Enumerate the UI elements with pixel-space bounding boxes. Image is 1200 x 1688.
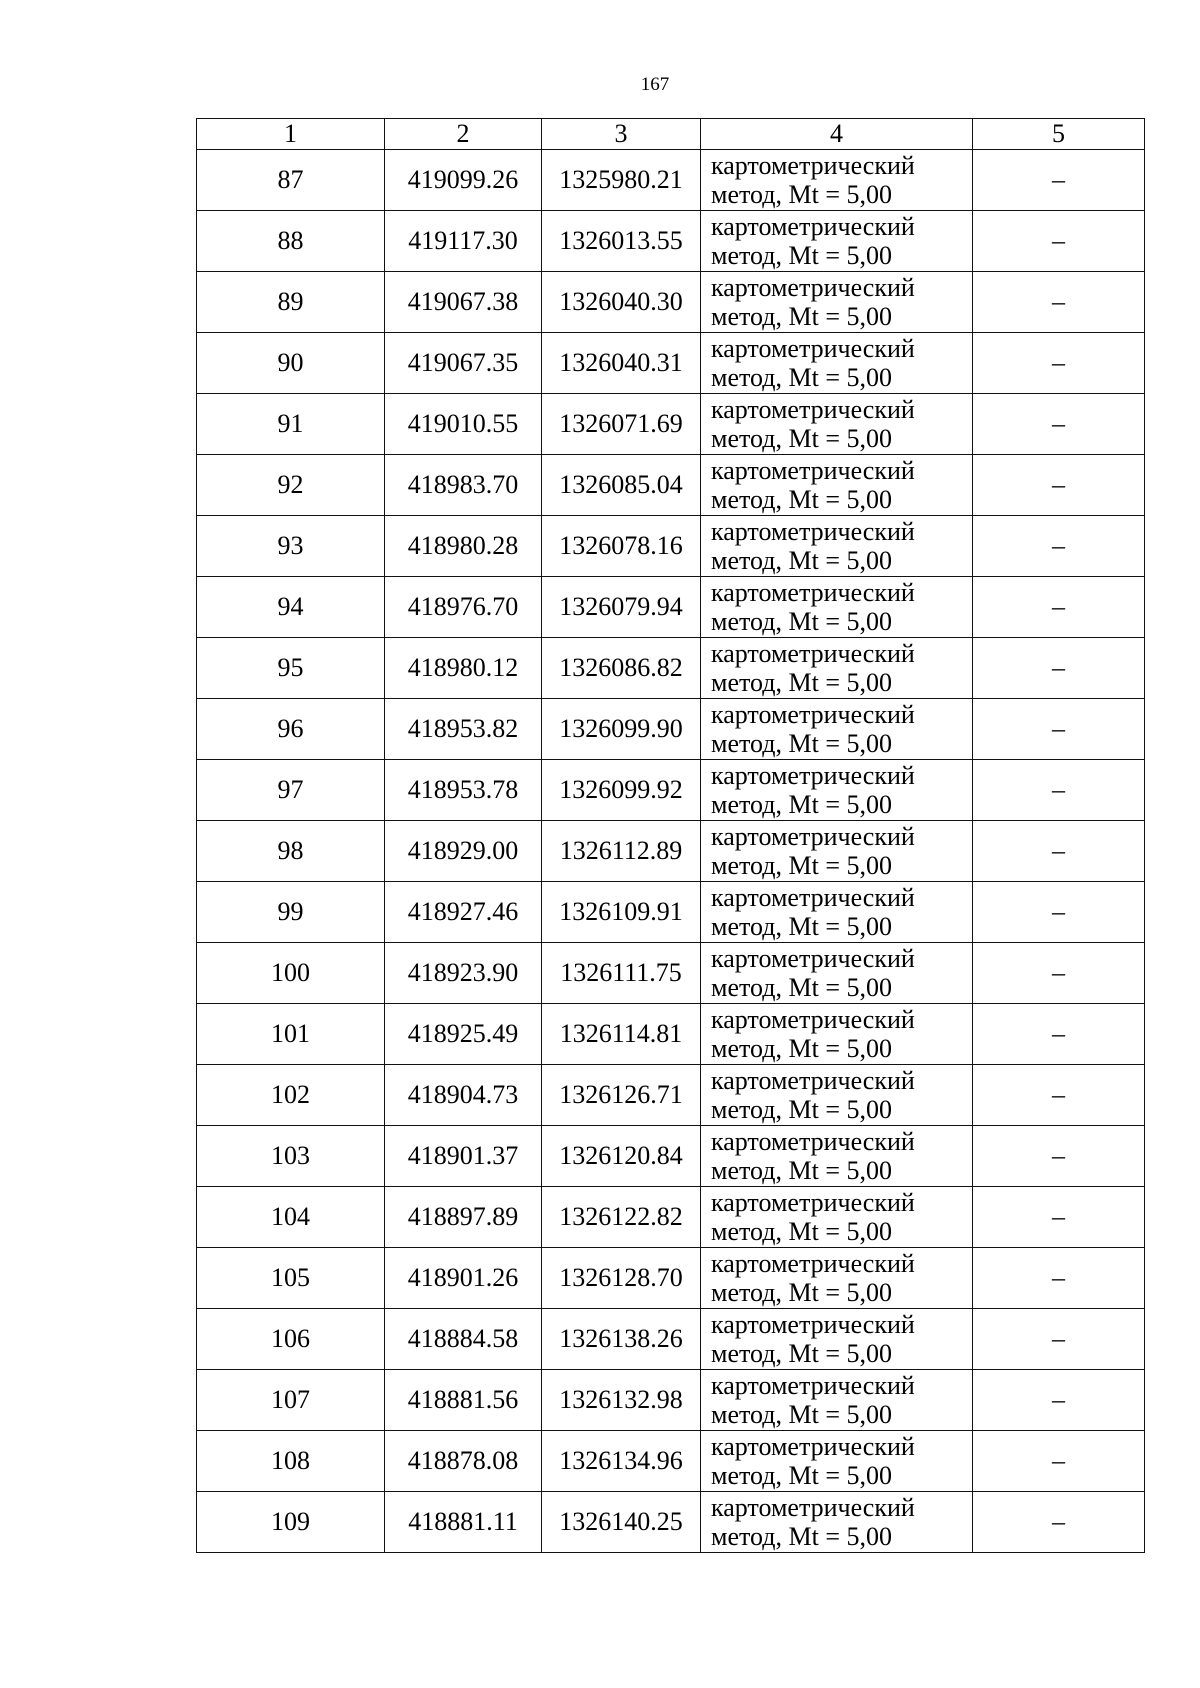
method-line-1: картометрический [711, 1066, 915, 1095]
point-number-cell: 102 [197, 1065, 385, 1126]
point-number-cell: 108 [197, 1431, 385, 1492]
note-cell: – [973, 150, 1145, 211]
x-coordinate-cell: 418881.11 [385, 1492, 542, 1553]
method-line-1: картометрический [711, 822, 915, 851]
method-line-2: метод, Mt = 5,00 [711, 180, 892, 209]
method-cell [701, 394, 973, 455]
table-row [197, 455, 1145, 516]
table-row [197, 1431, 1145, 1492]
note-cell: – [973, 699, 1145, 760]
x-coordinate-cell: 418923.90 [385, 943, 542, 1004]
table-body [197, 150, 1145, 1553]
method-line-1: картометрический [711, 1310, 915, 1339]
method-line-1: картометрический [711, 1371, 915, 1400]
method-line-1: картометрический [711, 1127, 915, 1156]
method-cell [701, 638, 973, 699]
x-coordinate-cell: 418878.08 [385, 1431, 542, 1492]
note-cell: – [973, 943, 1145, 1004]
note-cell: – [973, 333, 1145, 394]
method-cell [701, 1309, 973, 1370]
method-line-2: метод, Mt = 5,00 [711, 1156, 892, 1185]
table-row [197, 333, 1145, 394]
note-cell: – [973, 1187, 1145, 1248]
note-cell: – [973, 760, 1145, 821]
method-line-2: метод, Mt = 5,00 [711, 1278, 892, 1307]
note-cell: – [973, 455, 1145, 516]
method-cell [701, 1370, 973, 1431]
method-line-1: картометрический [711, 1188, 915, 1217]
note-cell: – [973, 882, 1145, 943]
note-cell: – [973, 272, 1145, 333]
method-line-1: картометрический [711, 1432, 915, 1461]
table-row [197, 211, 1145, 272]
point-number-cell: 96 [197, 699, 385, 760]
y-coordinate-cell: 1326099.92 [542, 760, 701, 821]
x-coordinate-cell: 419067.35 [385, 333, 542, 394]
y-coordinate-cell: 1326109.91 [542, 882, 701, 943]
point-number-cell: 91 [197, 394, 385, 455]
method-line-2: метод, Mt = 5,00 [711, 1400, 892, 1429]
note-cell: – [973, 1248, 1145, 1309]
table-row [197, 1065, 1145, 1126]
method-line-1: картометрический [711, 1249, 915, 1278]
method-cell [701, 516, 973, 577]
y-coordinate-cell: 1326071.69 [542, 394, 701, 455]
point-number-cell: 89 [197, 272, 385, 333]
method-line-1: картометрический [711, 1005, 915, 1034]
coordinates-table [196, 118, 1145, 1553]
method-line-1: картометрический [711, 883, 915, 912]
table-row [197, 1492, 1145, 1553]
method-cell [701, 455, 973, 516]
table-row [197, 760, 1145, 821]
table-header [197, 119, 1145, 150]
y-coordinate-cell: 1326132.98 [542, 1370, 701, 1431]
method-line-2: метод, Mt = 5,00 [711, 851, 892, 880]
x-coordinate-cell: 418901.37 [385, 1126, 542, 1187]
method-line-2: метод, Mt = 5,00 [711, 912, 892, 941]
note-cell: – [973, 1004, 1145, 1065]
method-line-1: картометрический [711, 273, 915, 302]
table-row [197, 1309, 1145, 1370]
x-coordinate-cell: 418927.46 [385, 882, 542, 943]
table-row [197, 150, 1145, 211]
method-line-2: метод, Mt = 5,00 [711, 1522, 892, 1551]
method-cell [701, 943, 973, 1004]
point-number-cell: 88 [197, 211, 385, 272]
method-line-2: метод, Mt = 5,00 [711, 729, 892, 758]
y-coordinate-cell: 1326085.04 [542, 455, 701, 516]
point-number-cell: 103 [197, 1126, 385, 1187]
table-row [197, 394, 1145, 455]
table-row [197, 638, 1145, 699]
x-coordinate-cell: 418953.82 [385, 699, 542, 760]
note-cell: – [973, 1492, 1145, 1553]
x-coordinate-cell: 418884.58 [385, 1309, 542, 1370]
point-number-cell: 99 [197, 882, 385, 943]
y-coordinate-cell: 1326111.75 [542, 943, 701, 1004]
method-cell [701, 211, 973, 272]
method-line-2: метод, Mt = 5,00 [711, 790, 892, 819]
y-coordinate-cell: 1326138.26 [542, 1309, 701, 1370]
x-coordinate-cell: 418897.89 [385, 1187, 542, 1248]
y-coordinate-cell: 1326040.31 [542, 333, 701, 394]
point-number-cell: 105 [197, 1248, 385, 1309]
table-row [197, 577, 1145, 638]
x-coordinate-cell: 418980.28 [385, 516, 542, 577]
point-number-cell: 101 [197, 1004, 385, 1065]
x-coordinate-cell: 419117.30 [385, 211, 542, 272]
y-coordinate-cell: 1326099.90 [542, 699, 701, 760]
x-coordinate-cell: 418980.12 [385, 638, 542, 699]
point-number-cell: 92 [197, 455, 385, 516]
x-coordinate-cell: 418983.70 [385, 455, 542, 516]
table-row [197, 1370, 1145, 1431]
x-coordinate-cell: 418929.00 [385, 821, 542, 882]
y-coordinate-cell: 1326122.82 [542, 1187, 701, 1248]
point-number-cell: 106 [197, 1309, 385, 1370]
note-cell: – [973, 394, 1145, 455]
method-line-1: картометрический [711, 639, 915, 668]
header-row [197, 119, 1145, 150]
method-cell [701, 882, 973, 943]
method-line-1: картометрический [711, 456, 915, 485]
table-row [197, 516, 1145, 577]
method-line-2: метод, Mt = 5,00 [711, 485, 892, 514]
method-cell [701, 1065, 973, 1126]
table-row [197, 821, 1145, 882]
point-number-cell: 93 [197, 516, 385, 577]
point-number-cell: 98 [197, 821, 385, 882]
method-cell [701, 577, 973, 638]
header-cell-5: 5 [973, 119, 1145, 150]
method-line-2: метод, Mt = 5,00 [711, 668, 892, 697]
note-cell: – [973, 577, 1145, 638]
method-line-2: метод, Mt = 5,00 [711, 302, 892, 331]
method-cell [701, 150, 973, 211]
method-cell [701, 760, 973, 821]
note-cell: – [973, 1431, 1145, 1492]
table-row [197, 943, 1145, 1004]
method-cell [701, 1492, 973, 1553]
point-number-cell: 97 [197, 760, 385, 821]
header-cell-3: 3 [542, 119, 701, 150]
point-number-cell: 94 [197, 577, 385, 638]
method-line-2: метод, Mt = 5,00 [711, 363, 892, 392]
table-row [197, 272, 1145, 333]
y-coordinate-cell: 1326114.81 [542, 1004, 701, 1065]
method-cell [701, 1248, 973, 1309]
note-cell: – [973, 1126, 1145, 1187]
y-coordinate-cell: 1326078.16 [542, 516, 701, 577]
method-cell [701, 1431, 973, 1492]
y-coordinate-cell: 1326013.55 [542, 211, 701, 272]
header-cell-4: 4 [701, 119, 973, 150]
point-number-cell: 95 [197, 638, 385, 699]
y-coordinate-cell: 1326120.84 [542, 1126, 701, 1187]
y-coordinate-cell: 1326112.89 [542, 821, 701, 882]
x-coordinate-cell: 419010.55 [385, 394, 542, 455]
x-coordinate-cell: 418925.49 [385, 1004, 542, 1065]
point-number-cell: 90 [197, 333, 385, 394]
note-cell: – [973, 821, 1145, 882]
y-coordinate-cell: 1326126.71 [542, 1065, 701, 1126]
method-cell [701, 821, 973, 882]
method-line-1: картометрический [711, 1493, 915, 1522]
table-row [197, 1126, 1145, 1187]
method-line-1: картометрический [711, 761, 915, 790]
y-coordinate-cell: 1326086.82 [542, 638, 701, 699]
method-line-1: картометрический [711, 151, 915, 180]
method-line-2: метод, Mt = 5,00 [711, 1339, 892, 1368]
y-coordinate-cell: 1326134.96 [542, 1431, 701, 1492]
method-line-1: картометрический [711, 944, 915, 973]
note-cell: – [973, 1065, 1145, 1126]
method-line-1: картометрический [711, 578, 915, 607]
method-line-1: картометрический [711, 517, 915, 546]
method-cell [701, 272, 973, 333]
table-row [197, 882, 1145, 943]
header-cell-2: 2 [385, 119, 542, 150]
method-line-2: метод, Mt = 5,00 [711, 1034, 892, 1063]
table-row [197, 1248, 1145, 1309]
method-line-1: картометрический [711, 334, 915, 363]
note-cell: – [973, 1309, 1145, 1370]
x-coordinate-cell: 418881.56 [385, 1370, 542, 1431]
method-cell [701, 333, 973, 394]
page-number: 167 [640, 74, 670, 95]
note-cell: – [973, 211, 1145, 272]
method-line-2: метод, Mt = 5,00 [711, 1095, 892, 1124]
point-number-cell: 100 [197, 943, 385, 1004]
method-line-2: метод, Mt = 5,00 [711, 607, 892, 636]
method-cell [701, 699, 973, 760]
method-cell [701, 1126, 973, 1187]
x-coordinate-cell: 418901.26 [385, 1248, 542, 1309]
method-line-2: метод, Mt = 5,00 [711, 424, 892, 453]
point-number-cell: 104 [197, 1187, 385, 1248]
method-cell [701, 1004, 973, 1065]
x-coordinate-cell: 418953.78 [385, 760, 542, 821]
header-cell-1: 1 [197, 119, 385, 150]
method-cell [701, 1187, 973, 1248]
note-cell: – [973, 516, 1145, 577]
method-line-2: метод, Mt = 5,00 [711, 546, 892, 575]
method-line-2: метод, Mt = 5,00 [711, 1217, 892, 1246]
x-coordinate-cell: 418904.73 [385, 1065, 542, 1126]
table-row [197, 1187, 1145, 1248]
x-coordinate-cell: 419067.38 [385, 272, 542, 333]
y-coordinate-cell: 1326079.94 [542, 577, 701, 638]
method-line-1: картометрический [711, 700, 915, 729]
method-line-2: метод, Mt = 5,00 [711, 973, 892, 1002]
table-row [197, 1004, 1145, 1065]
method-line-2: метод, Mt = 5,00 [711, 241, 892, 270]
note-cell: – [973, 1370, 1145, 1431]
table-row [197, 699, 1145, 760]
point-number-cell: 109 [197, 1492, 385, 1553]
y-coordinate-cell: 1325980.21 [542, 150, 701, 211]
method-line-1: картометрический [711, 395, 915, 424]
method-line-1: картометрический [711, 212, 915, 241]
y-coordinate-cell: 1326040.30 [542, 272, 701, 333]
y-coordinate-cell: 1326128.70 [542, 1248, 701, 1309]
point-number-cell: 87 [197, 150, 385, 211]
method-line-2: метод, Mt = 5,00 [711, 1461, 892, 1490]
point-number-cell: 107 [197, 1370, 385, 1431]
note-cell: – [973, 638, 1145, 699]
y-coordinate-cell: 1326140.25 [542, 1492, 701, 1553]
x-coordinate-cell: 419099.26 [385, 150, 542, 211]
x-coordinate-cell: 418976.70 [385, 577, 542, 638]
